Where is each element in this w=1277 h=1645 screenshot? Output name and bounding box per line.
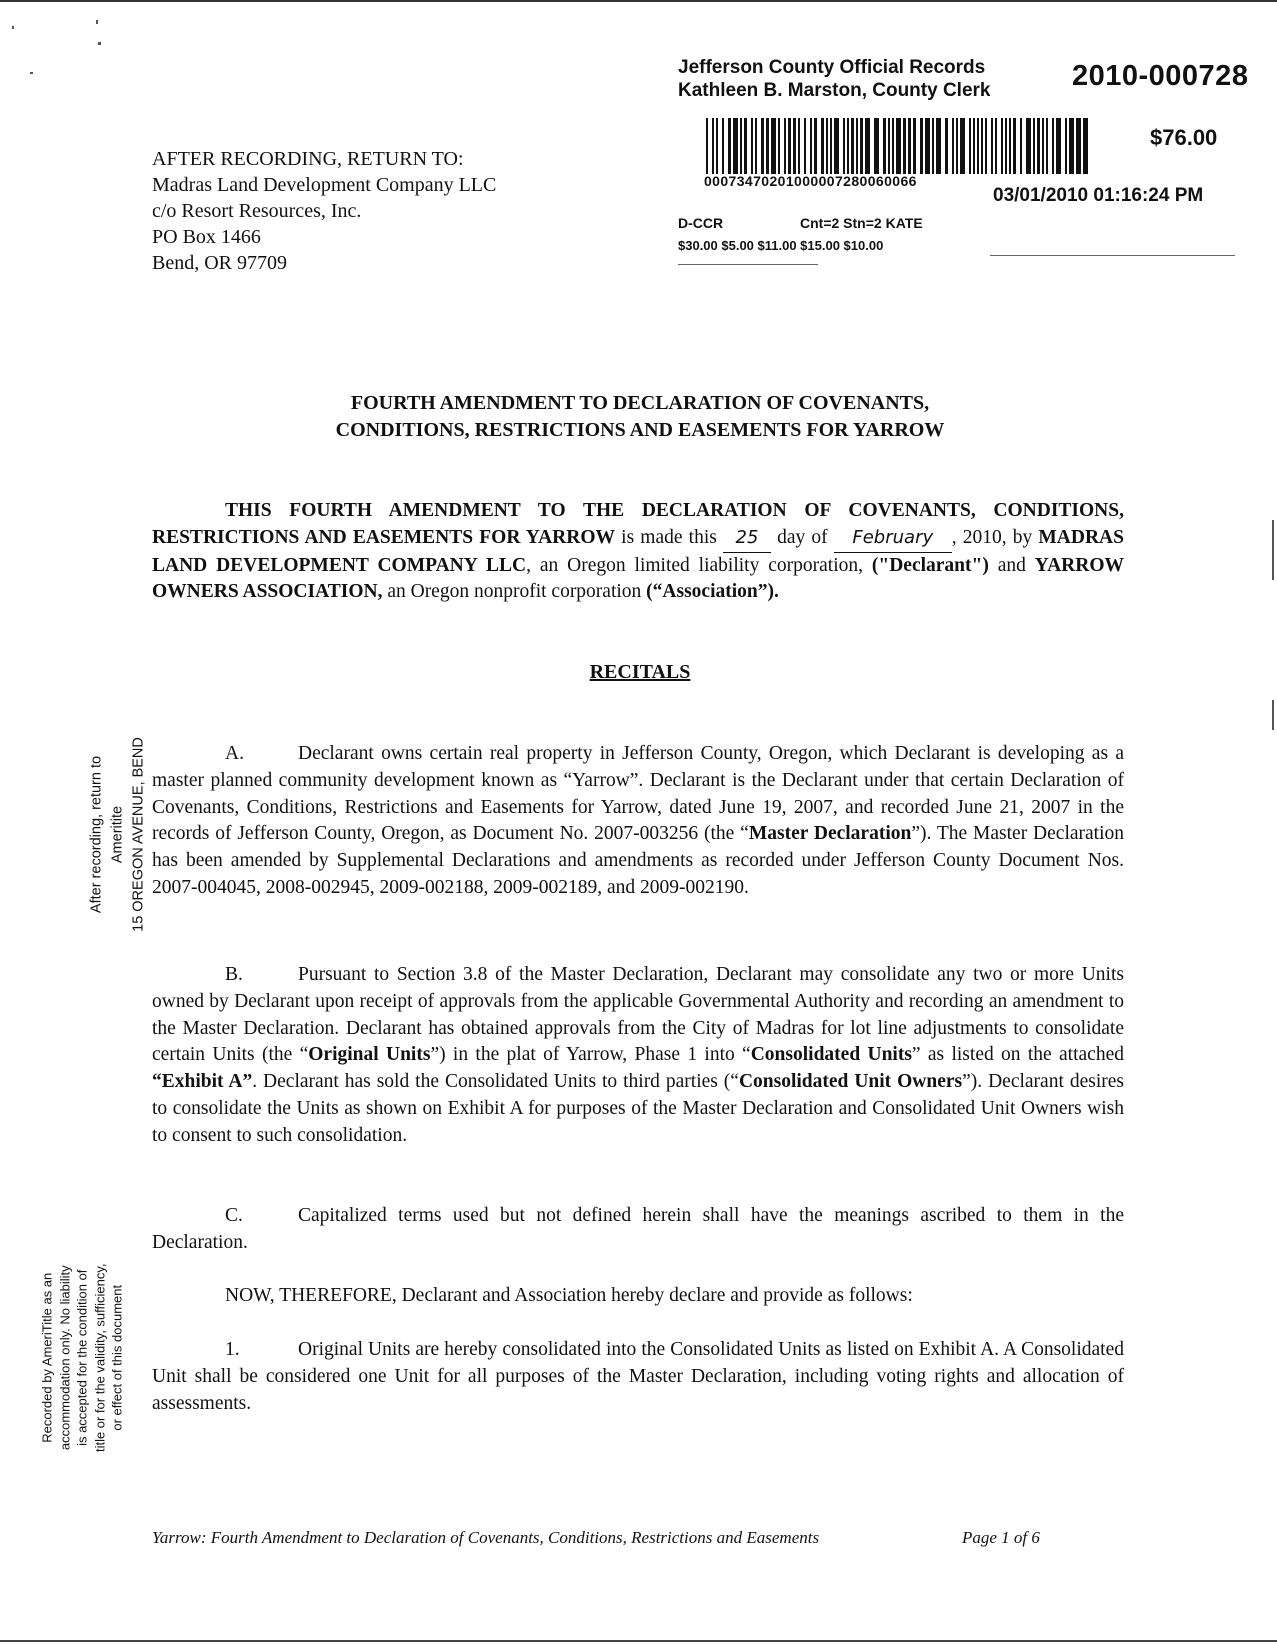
intro-text: , 2010, by: [951, 526, 1039, 548]
recorded-datetime: 03/01/2010 01:16:24 PM: [993, 185, 1204, 206]
barcode-bar: [728, 118, 731, 174]
barcode-bar: [913, 118, 916, 174]
barcode-bar: [847, 118, 849, 174]
barcode-bar: [1076, 118, 1081, 174]
barcode: [704, 118, 1090, 174]
barcode-bar: [1013, 118, 1016, 174]
barcode-bar: [936, 118, 941, 174]
recital-c: [152, 1203, 1124, 1257]
section-1: [152, 1337, 1124, 1417]
recitals-heading: RECITALS: [589, 661, 691, 683]
barcode-bar: [896, 118, 901, 174]
barcode-bar: [766, 118, 769, 174]
barcode-bar: [1052, 118, 1054, 174]
barcode-bar: [761, 118, 764, 174]
stamp-line: title or for the validity, sufficiency,: [91, 1263, 107, 1453]
recital-letter: B.: [225, 964, 243, 985]
return-to-heading: AFTER RECORDING, RETURN TO:: [152, 148, 464, 170]
stamp-rule: [990, 255, 1235, 256]
barcode-bar: [712, 118, 714, 174]
barcode-bar: [860, 118, 863, 174]
title-line: CONDITIONS, RESTRICTIONS AND EASEMENTS FOR YARROW: [335, 419, 945, 441]
barcode-bar: [1083, 118, 1088, 174]
barcode-bar: [1065, 118, 1067, 174]
intro-paragraph: [152, 498, 1124, 606]
barcode-bar: [903, 118, 906, 174]
barcode-bar: [784, 118, 786, 174]
return-to-line: c/o Resort Resources, Inc.: [152, 200, 362, 222]
association-definition: (“Association”).: [646, 581, 779, 603]
declarant-name: MADRAS LAND DEVELOPMENT COMPANY LLC: [152, 526, 1124, 576]
handwritten-day: 25: [723, 525, 771, 553]
barcode-bar: [733, 118, 738, 174]
barcode-bar: [973, 118, 975, 174]
barcode-bar: [1056, 118, 1061, 174]
defined-term: Consolidated Units: [750, 1044, 912, 1066]
barcode-bar: [945, 118, 948, 174]
intro-text: day of: [770, 526, 834, 548]
recital-text: Capitalized terms used but not defined herein shall have the meanings ascribed to them in the Declaration.: [152, 1205, 1124, 1253]
barcode-bar: [793, 118, 796, 174]
barcode-bar: [1009, 118, 1011, 174]
barcode-bar: [1046, 118, 1048, 174]
section-number: 1.: [225, 1339, 240, 1360]
barcode-bar: [744, 118, 747, 174]
stamp-line: Recorded by AmeriTitle as an: [39, 1272, 55, 1443]
barcode-bar: [925, 118, 930, 174]
barcode-bar: [977, 118, 979, 174]
recording-fee-total: $76.00: [1150, 125, 1218, 150]
document-title: [150, 390, 1130, 444]
margin-stamp-return: [87, 715, 150, 955]
barcode-bar: [981, 118, 983, 174]
barcode-bar: [991, 118, 993, 174]
barcode-bar: [856, 118, 858, 174]
barcode-bar: [1026, 118, 1031, 174]
margin-stamp-disclaimer: [38, 1208, 126, 1508]
barcode-bar: [888, 118, 890, 174]
barcode-bar: [1020, 118, 1022, 174]
stamp-line: 15 OREGON AVENUE, BEND: [130, 737, 147, 932]
barcode-bar: [932, 118, 934, 174]
barcode-bar: [810, 118, 812, 174]
recital-text: Pursuant to Section 3.8 of the Master Declaration, Declarant may consolidate any two or more Units owned by Declarant upon receipt of approvals from the applicable Governmental Authority and recording an amendment to the Master Declaration. Declarant has obtained approvals from the City of Madras for lot line adjustments to consolidate certain Units (the “: [152, 964, 1124, 1066]
defined-term: Consolidated Unit Owners: [738, 1071, 963, 1093]
recording-office: [678, 56, 991, 102]
defined-term: “Exhibit A”: [152, 1071, 253, 1093]
document-number: 2010-000728: [1072, 60, 1249, 92]
defined-term: Original Units: [308, 1044, 431, 1066]
barcode-bar: [1042, 118, 1044, 174]
recital-a: [152, 741, 1124, 902]
document-type: D-CCR: [678, 215, 724, 231]
scan-edge-mark: [1272, 700, 1274, 730]
stamp-rule: [678, 264, 818, 265]
barcode-bar: [1037, 118, 1040, 174]
barcode-bar: [740, 118, 742, 174]
barcode-bar: [804, 118, 806, 174]
recording-office-line1: Jefferson County Official Records: [678, 57, 986, 78]
bottom-edge-rule: [0, 1640, 1277, 1642]
stamp-line: is accepted for the condition of: [74, 1269, 90, 1446]
barcode-bar: [883, 118, 886, 174]
barcode-bar: [706, 118, 708, 174]
barcode-bar: [751, 118, 753, 174]
recital-text: ”) in the plat of Yarrow, Phase 1 into “: [430, 1044, 751, 1066]
intro-text: and: [988, 554, 1035, 576]
barcode-bar: [788, 118, 791, 174]
declarant-definition: ("Declarant"): [871, 554, 989, 576]
title-line: FOURTH AMENDMENT TO DECLARATION OF COVENANTS,: [350, 392, 930, 414]
top-edge-rule: [0, 0, 1277, 2]
section-text: Original Units are hereby consolidated into the Consolidated Units as listed on Exhibit A. A Consolidated Unit shall be considered one Unit for all purposes of the Master Declaration, including voting rights and allocation of assessments.: [152, 1339, 1124, 1414]
recital-b: [152, 962, 1124, 1150]
footer-title: Yarrow: Fourth Amendment to Declaration of Covenants, Conditions, Restrictions and Easements: [152, 1528, 820, 1547]
barcode-bar: [865, 118, 870, 174]
scan-speck: [12, 26, 14, 29]
recording-office-line2: Kathleen B. Marston, County Clerk: [678, 80, 991, 101]
barcode-bar: [995, 118, 997, 174]
intro-text: an Oregon nonprofit corporation: [382, 581, 647, 603]
recital-text: . Declarant has sold the Consolidated Units to third parties (“: [252, 1071, 739, 1093]
barcode-bar: [1033, 118, 1035, 174]
recital-letter: C.: [225, 1205, 243, 1226]
handwritten-month: February: [834, 525, 952, 553]
return-to-line: Bend, OR 97709: [152, 252, 287, 274]
barcode-bar: [722, 118, 724, 174]
barcode-number: 00073470201000007280060066: [704, 173, 917, 189]
recital-text: ” as listed on the attached: [911, 1044, 1124, 1066]
barcode-bar: [1005, 118, 1007, 174]
barcode-bar: [826, 118, 828, 174]
scan-speck: [30, 72, 33, 74]
stamp-line: or effect of this document: [109, 1284, 125, 1431]
recital-letter: A.: [225, 743, 244, 764]
barcode-bar: [843, 118, 845, 174]
barcode-bar: [960, 118, 965, 174]
intro-bold-title: THIS FOURTH AMENDMENT TO THE DECLARATION OF COVENANTS, CONDITIONS, RESTRICTIONS AND EASEMENTS FOR YARROW: [152, 500, 1124, 548]
barcode-bar: [1001, 118, 1003, 174]
barcode-bar: [821, 118, 824, 174]
barcode-bar: [771, 118, 776, 174]
barcode-bar: [755, 118, 757, 174]
barcode-bar: [985, 118, 987, 174]
page-number: Page 1 of 6: [962, 1528, 1040, 1547]
stamp-line: accommodation only. No liability: [56, 1265, 72, 1451]
barcode-bar: [956, 118, 958, 174]
barcode-bar: [874, 118, 879, 174]
barcode-bar: [834, 118, 839, 174]
recital-text: ”). Declarant desires to consolidate the Units as shown on Exhibit A for purposes of the Master Declaration and Consolidated Unit Owners wish to consent to such consolidation.: [152, 1071, 1124, 1146]
stamp-line: After recording, return to: [88, 755, 105, 914]
barcode-bar: [1069, 118, 1074, 174]
association-name: YARROW OWNERS ASSOCIATION,: [152, 554, 1125, 603]
recital-text: Declarant owns certain real property in Jefferson County, Oregon, which Declarant is developing as a master planned community development known as “Yarrow”. Declarant is the Declarant under that certain Declaration of Covenants, Conditions, Restrictions and Easements for Yarrow, dated June 19, 2007, and recorded June 21, 2007 in the records of Jefferson County, Oregon, as Document No. 2007-003256 (the “: [152, 743, 1124, 845]
intro-text: , an Oregon limited liability corporation,: [526, 554, 872, 576]
barcode-bar: [969, 118, 971, 174]
barcode-bar: [778, 118, 780, 174]
barcode-bar: [908, 118, 911, 174]
fee-breakdown: $30.00 $5.00 $11.00 $15.00 $10.00: [678, 238, 884, 253]
barcode-bar: [716, 118, 718, 174]
barcode-bar: [892, 118, 894, 174]
recording-counts: Cnt=2 Stn=2 KATE: [800, 215, 923, 231]
return-to-line: Madras Land Development Company LLC: [152, 174, 497, 196]
barcode-bar: [851, 118, 854, 174]
barcode-bar: [830, 118, 832, 174]
recital-text: ”). The Master Declaration has been amended by Supplemental Declarations and amendments as recorded under Jefferson County Document Nos. 2007-004045, 2008-002945, 2009-002188, 2009-002189, and 2009-002190.: [152, 823, 1125, 898]
defined-term: Master Declaration: [748, 823, 912, 845]
return-to-line: PO Box 1466: [152, 226, 261, 248]
barcode-bar: [920, 118, 923, 174]
scan-speck: [96, 20, 98, 24]
return-to-address: [152, 146, 496, 276]
barcode-bar: [952, 118, 954, 174]
barcode-bar: [814, 118, 817, 174]
barcode-bar: [798, 118, 800, 174]
intro-text: is made this: [615, 526, 723, 548]
stamp-line: Ameritite: [109, 805, 126, 864]
scan-speck: [98, 42, 101, 45]
now-therefore-clause: NOW, THEREFORE, Declarant and Association hereby declare and provide as follows:: [225, 1285, 913, 1306]
scan-edge-mark: [1272, 520, 1274, 580]
